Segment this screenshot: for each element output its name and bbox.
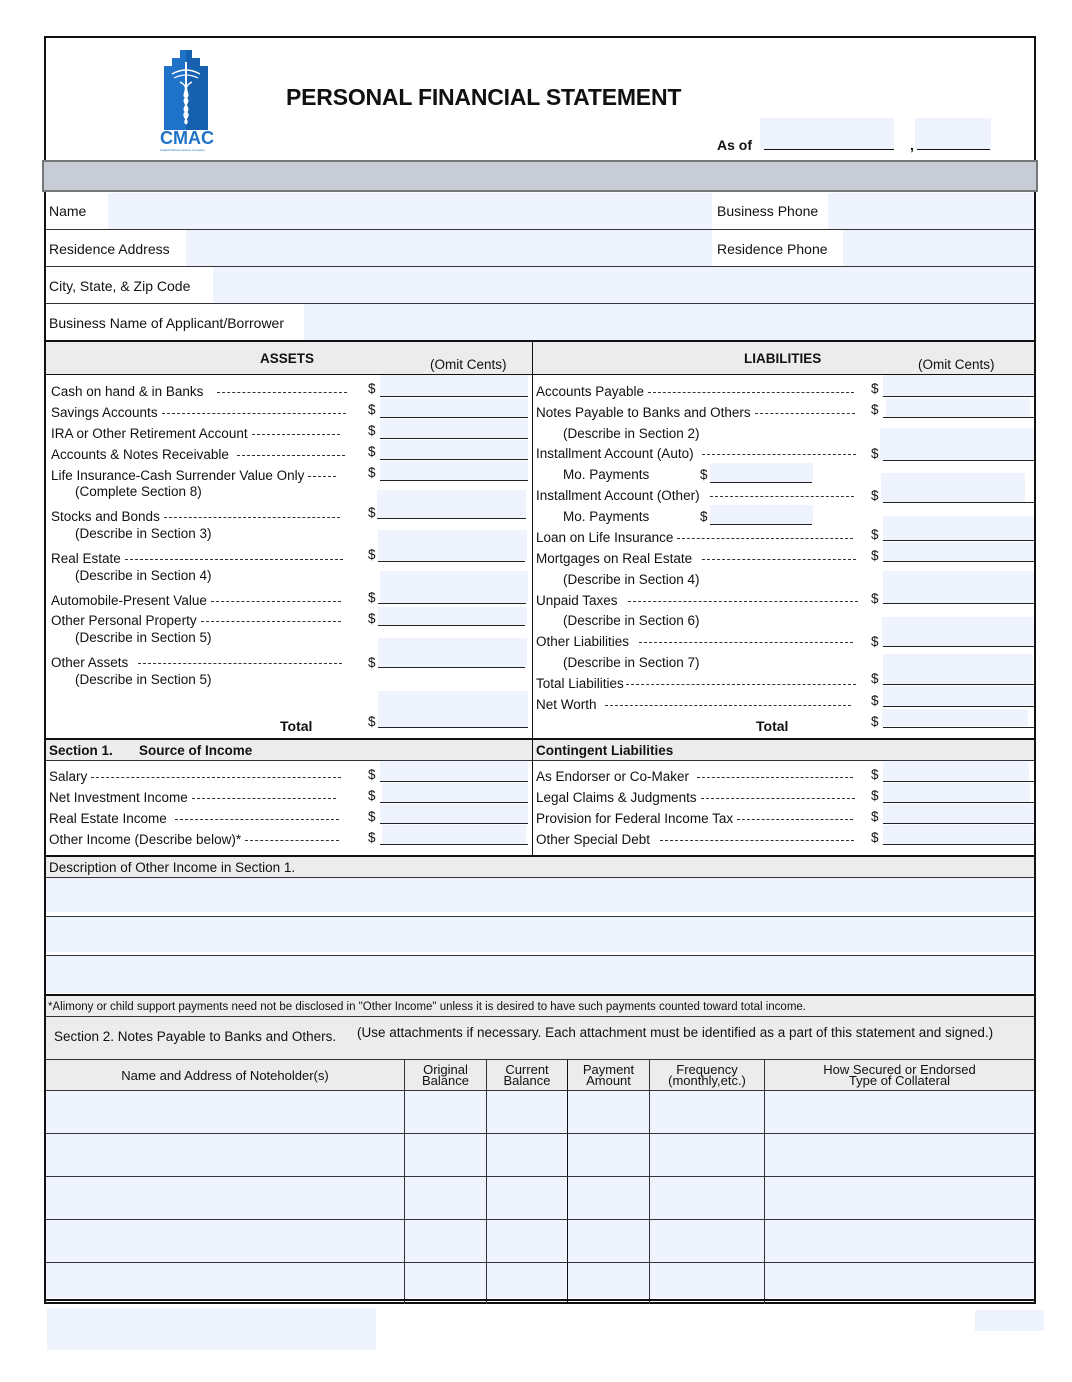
asset-label: Real Estate bbox=[51, 551, 121, 566]
residence-address-input[interactable] bbox=[186, 230, 712, 266]
page-title: PERSONAL FINANCIAL STATEMENT bbox=[286, 84, 682, 110]
amount-underline bbox=[883, 706, 1034, 707]
dollar-sign: $ bbox=[700, 467, 708, 482]
residence-phone-label: Residence Phone bbox=[717, 241, 828, 257]
liability-input-total-liabilities[interactable] bbox=[883, 654, 1033, 684]
payment-amount-cell[interactable] bbox=[568, 1091, 649, 1133]
dollar-sign: $ bbox=[871, 634, 879, 649]
liability-item bbox=[536, 593, 858, 608]
amount-underline bbox=[710, 524, 812, 525]
as-of-comma: , bbox=[910, 137, 914, 153]
frequency-cell[interactable] bbox=[650, 1091, 764, 1133]
liability-label: Net Worth bbox=[536, 697, 597, 712]
asset-input-savings[interactable] bbox=[380, 398, 528, 417]
dollar-sign: $ bbox=[871, 714, 879, 729]
dollar-sign: $ bbox=[368, 788, 376, 803]
alimony-footnote: *Alimony or child support payments need not be disclosed in "Other Income" unless it is desired to have such payments counted toward total income. bbox=[48, 1001, 806, 1013]
dollar-sign: $ bbox=[871, 381, 879, 396]
amount-underline bbox=[710, 482, 812, 483]
income-item bbox=[49, 832, 339, 847]
liability-input-installment-auto[interactable] bbox=[880, 428, 1034, 460]
asset-input-automobile[interactable] bbox=[380, 571, 528, 603]
income-label: Other Income (Describe below)* bbox=[49, 832, 242, 847]
name-label: Name bbox=[49, 203, 87, 219]
amount-underline bbox=[883, 781, 1034, 782]
liability-input-net-worth[interactable] bbox=[883, 686, 1034, 706]
dollar-sign: $ bbox=[871, 830, 879, 845]
income-item bbox=[49, 790, 336, 805]
liabilities-omit-cents: (Omit Cents) bbox=[918, 357, 995, 372]
liability-label: Accounts Payable bbox=[536, 384, 645, 399]
as-of-label: As of bbox=[717, 137, 752, 153]
current-balance-cell[interactable] bbox=[487, 1091, 567, 1133]
assets-heading: ASSETS bbox=[260, 351, 315, 366]
amount-underline bbox=[883, 844, 1034, 845]
original-balance-cell[interactable] bbox=[405, 1263, 486, 1298]
income-item bbox=[49, 811, 339, 826]
liability-item bbox=[536, 405, 855, 420]
net-investment-income-input[interactable] bbox=[382, 783, 528, 802]
asset-item bbox=[51, 447, 345, 462]
asset-input-cash[interactable] bbox=[380, 375, 528, 396]
liability-item bbox=[536, 697, 851, 712]
amount-underline bbox=[380, 417, 528, 418]
mo-payments-auto-input[interactable] bbox=[710, 463, 813, 482]
original-balance-cell[interactable] bbox=[405, 1220, 486, 1262]
mo-payments-label: Mo. Payments bbox=[563, 467, 650, 482]
footer-left-field[interactable] bbox=[47, 1308, 376, 1350]
liability-label: Total Liabilities bbox=[536, 676, 624, 691]
dollar-sign: $ bbox=[871, 693, 879, 708]
as-of-date-underline bbox=[764, 149, 894, 150]
liability-item bbox=[536, 551, 856, 566]
col-header-payment-amount: Payment Amount bbox=[582, 1062, 635, 1088]
amount-underline bbox=[378, 603, 526, 604]
logo-brand: CMAC bbox=[160, 128, 214, 148]
footer-right-field[interactable] bbox=[975, 1310, 1044, 1331]
asset-note: (Complete Section 8) bbox=[75, 484, 202, 499]
contingent-label: Provision for Federal Income Tax bbox=[536, 811, 734, 826]
amount-underline bbox=[883, 540, 1034, 541]
amount-underline bbox=[378, 561, 525, 562]
contingent-item bbox=[536, 790, 855, 805]
noteholder-cell[interactable] bbox=[46, 1220, 404, 1262]
dollar-sign: $ bbox=[871, 671, 879, 686]
frequency-cell[interactable] bbox=[650, 1177, 764, 1219]
column-divider bbox=[532, 740, 533, 856]
asset-input-receivables[interactable] bbox=[380, 440, 528, 459]
dollar-sign: $ bbox=[368, 590, 376, 605]
income-label: Real Estate Income bbox=[49, 811, 167, 826]
contingent-item bbox=[536, 769, 853, 784]
description-line-2[interactable] bbox=[46, 917, 1034, 952]
original-balance-cell[interactable] bbox=[405, 1134, 486, 1176]
contingent-label: Legal Claims & Judgments bbox=[536, 790, 697, 805]
amount-underline bbox=[378, 727, 528, 728]
amount-underline bbox=[883, 646, 1034, 647]
current-balance-cell[interactable] bbox=[487, 1263, 567, 1298]
liability-input-unpaid-taxes[interactable] bbox=[883, 571, 1034, 603]
dollar-sign: $ bbox=[368, 465, 376, 480]
dollar-sign: $ bbox=[871, 527, 879, 542]
current-balance-cell[interactable] bbox=[487, 1134, 567, 1176]
asset-item bbox=[51, 509, 340, 524]
amount-underline bbox=[883, 396, 1034, 397]
frequency-cell[interactable] bbox=[650, 1220, 764, 1262]
noteholder-cell[interactable] bbox=[46, 1134, 404, 1176]
liability-label: Mortgages on Real Estate bbox=[536, 551, 693, 566]
asset-item bbox=[51, 405, 346, 420]
contingent-item bbox=[536, 811, 853, 826]
asset-note: (Describe in Section 5) bbox=[75, 630, 212, 645]
income-label: Salary bbox=[49, 769, 88, 784]
liability-input-mortgages[interactable] bbox=[883, 542, 1034, 561]
dollar-sign: $ bbox=[368, 611, 376, 626]
business-phone-input[interactable] bbox=[828, 193, 1034, 229]
amount-underline bbox=[380, 396, 528, 397]
amount-underline bbox=[883, 727, 1034, 728]
other-special-debt-input[interactable] bbox=[883, 825, 1034, 844]
asset-label: Other Assets bbox=[51, 655, 129, 670]
asset-item bbox=[51, 655, 342, 670]
liabilities-heading: LIABILITIES bbox=[744, 351, 822, 366]
contingent-item bbox=[536, 832, 854, 847]
asset-label: IRA or Other Retirement Account bbox=[51, 426, 248, 441]
mo-payments-other-input[interactable] bbox=[710, 505, 813, 524]
liability-note: (Describe in Section 7) bbox=[563, 655, 700, 670]
dollar-sign: $ bbox=[871, 446, 879, 461]
amount-underline bbox=[883, 603, 1034, 604]
amount-underline bbox=[378, 625, 525, 626]
dollar-sign: $ bbox=[871, 591, 879, 606]
collateral-cell[interactable] bbox=[765, 1134, 1034, 1176]
amount-underline bbox=[883, 502, 1034, 503]
asset-label: Stocks and Bonds bbox=[51, 509, 160, 524]
description-line-1[interactable] bbox=[46, 878, 1034, 912]
amount-underline bbox=[883, 417, 1034, 418]
payment-amount-cell[interactable] bbox=[568, 1263, 649, 1298]
asset-label: Accounts & Notes Receivable bbox=[51, 447, 229, 462]
asset-item bbox=[51, 426, 340, 441]
asset-item bbox=[51, 551, 343, 566]
col-header-noteholder: Name and Address of Noteholder(s) bbox=[121, 1068, 329, 1083]
asset-label: Cash on hand & in Banks bbox=[51, 384, 204, 399]
amount-underline bbox=[883, 823, 1034, 824]
dollar-sign: $ bbox=[871, 488, 879, 503]
collateral-cell[interactable] bbox=[765, 1263, 1034, 1298]
liability-label: Notes Payable to Banks and Others bbox=[536, 405, 751, 420]
collateral-cell[interactable] bbox=[765, 1177, 1034, 1219]
other-income-input[interactable] bbox=[382, 825, 526, 844]
asset-item bbox=[51, 613, 341, 628]
liability-input-notes-payable[interactable] bbox=[886, 398, 1030, 417]
current-balance-cell[interactable] bbox=[487, 1220, 567, 1262]
dollar-sign: $ bbox=[700, 509, 708, 524]
as-of-date-field[interactable] bbox=[760, 118, 894, 150]
liability-label: Unpaid Taxes bbox=[536, 593, 618, 608]
liability-label: Installment Account (Auto) bbox=[536, 446, 694, 461]
liability-input-installment-other[interactable] bbox=[881, 473, 1025, 502]
section1-title: Source of Income bbox=[139, 743, 253, 758]
mo-payments-label: Mo. Payments bbox=[563, 509, 650, 524]
contingent-label: Other Special Debt bbox=[536, 832, 651, 847]
current-balance-cell[interactable] bbox=[487, 1177, 567, 1219]
liability-label: Other Liabilities bbox=[536, 634, 630, 649]
original-balance-cell[interactable] bbox=[405, 1091, 486, 1133]
dollar-sign: $ bbox=[871, 402, 879, 417]
dollar-sign: $ bbox=[368, 809, 376, 824]
as-of-year-field[interactable] bbox=[915, 118, 991, 150]
frequency-cell[interactable] bbox=[650, 1134, 764, 1176]
amount-underline bbox=[380, 823, 528, 824]
amount-underline bbox=[883, 460, 1034, 461]
asset-note: (Describe in Section 3) bbox=[75, 526, 212, 541]
dollar-sign: $ bbox=[368, 402, 376, 417]
asset-input-ira[interactable] bbox=[380, 419, 528, 438]
contingent-title: Contingent Liabilities bbox=[536, 743, 674, 758]
federal-tax-input[interactable] bbox=[883, 804, 1034, 823]
dollar-sign: $ bbox=[871, 809, 879, 824]
legal-claims-input[interactable] bbox=[883, 783, 1030, 802]
business-name-label: Business Name of Applicant/Borrower bbox=[49, 315, 284, 331]
asset-input-real-estate[interactable] bbox=[378, 530, 527, 561]
dollar-sign: $ bbox=[368, 444, 376, 459]
liability-item bbox=[536, 446, 856, 461]
section2-instructions: (Use attachments if necessary. Each attachment must be identified as a part of this statement and signed.) bbox=[357, 1025, 994, 1040]
asset-item bbox=[51, 468, 336, 483]
dollar-sign: $ bbox=[368, 767, 376, 782]
dollar-sign: $ bbox=[368, 714, 376, 729]
dollar-sign: $ bbox=[871, 788, 879, 803]
dollar-sign: $ bbox=[871, 767, 879, 782]
liability-item bbox=[536, 634, 853, 649]
liability-input-accounts-payable[interactable] bbox=[883, 375, 1034, 396]
amount-underline bbox=[380, 438, 528, 439]
income-label: Net Investment Income bbox=[49, 790, 188, 805]
endorser-input[interactable] bbox=[883, 761, 1029, 781]
asset-input-other-assets[interactable] bbox=[378, 638, 527, 667]
description-label: Description of Other Income in Section 1. bbox=[49, 860, 296, 875]
liabilities-total-label: Total bbox=[756, 718, 789, 734]
asset-item bbox=[51, 384, 347, 399]
dollar-sign: $ bbox=[368, 505, 376, 520]
column-divider bbox=[532, 342, 533, 740]
liability-note: (Describe in Section 2) bbox=[563, 426, 700, 441]
salary-input[interactable] bbox=[380, 761, 528, 781]
liability-input-other[interactable] bbox=[882, 617, 1034, 646]
business-phone-label: Business Phone bbox=[717, 203, 819, 219]
dollar-sign: $ bbox=[871, 548, 879, 563]
noteholder-cell[interactable] bbox=[46, 1177, 404, 1219]
description-line-3[interactable] bbox=[46, 956, 1034, 993]
original-balance-cell[interactable] bbox=[405, 1177, 486, 1219]
section1-number: Section 1. bbox=[49, 743, 113, 758]
noteholder-cell[interactable] bbox=[46, 1091, 404, 1133]
amount-underline bbox=[380, 781, 528, 782]
liability-item bbox=[536, 530, 853, 545]
asset-item bbox=[51, 593, 341, 608]
assets-total-input[interactable] bbox=[378, 691, 528, 727]
income-item bbox=[49, 769, 341, 784]
asset-label: Life Insurance-Cash Surrender Value Only bbox=[51, 468, 305, 483]
liability-input-life-loan[interactable] bbox=[883, 516, 1034, 540]
amount-underline bbox=[883, 802, 1034, 803]
as-of-year-underline bbox=[917, 149, 990, 150]
residence-address-label: Residence Address bbox=[49, 241, 170, 257]
asset-input-life-insurance[interactable] bbox=[380, 461, 528, 480]
dollar-sign: $ bbox=[368, 381, 376, 396]
city-state-zip-label: City, State, & Zip Code bbox=[49, 278, 191, 294]
divider bbox=[44, 1299, 1036, 1301]
assets-liabilities-header bbox=[46, 342, 1034, 374]
col-header-original-balance: Original Balance bbox=[422, 1062, 469, 1088]
assets-total-label: Total bbox=[280, 718, 313, 734]
liability-item bbox=[536, 488, 854, 503]
dollar-sign: $ bbox=[368, 423, 376, 438]
dollar-sign: $ bbox=[368, 655, 376, 670]
col-header-frequency: Frequency (monthly,etc.) bbox=[668, 1062, 746, 1088]
liability-label: Installment Account (Other) bbox=[536, 488, 700, 503]
amount-underline bbox=[883, 561, 1034, 562]
amount-underline bbox=[380, 802, 528, 803]
section2-title: Section 2. Notes Payable to Banks and Others. bbox=[54, 1029, 337, 1044]
dollar-sign: $ bbox=[368, 547, 376, 562]
asset-note: (Describe in Section 5) bbox=[75, 672, 212, 687]
collateral-cell[interactable] bbox=[765, 1220, 1034, 1262]
amount-underline bbox=[380, 844, 528, 845]
section-band bbox=[42, 160, 1038, 192]
logo-tagline: Capital Markets Access Company bbox=[160, 148, 205, 152]
city-state-zip-input[interactable] bbox=[213, 267, 1034, 303]
amount-underline bbox=[377, 518, 526, 519]
amount-underline bbox=[380, 459, 528, 460]
dollar-sign: $ bbox=[368, 830, 376, 845]
payment-amount-cell[interactable] bbox=[568, 1220, 649, 1262]
liability-note: (Describe in Section 4) bbox=[563, 572, 700, 587]
asset-label: Other Personal Property bbox=[51, 613, 197, 628]
payment-amount-cell[interactable] bbox=[568, 1177, 649, 1219]
name-input[interactable] bbox=[108, 193, 712, 229]
liability-note: (Describe in Section 6) bbox=[563, 613, 700, 628]
frequency-cell[interactable] bbox=[650, 1263, 764, 1298]
asset-note: (Describe in Section 4) bbox=[75, 568, 212, 583]
assets-omit-cents: (Omit Cents) bbox=[430, 357, 507, 372]
col-header-current-balance: Current Balance bbox=[503, 1062, 551, 1088]
asset-label: Automobile-Present Value bbox=[51, 593, 207, 608]
amount-underline bbox=[883, 684, 1034, 685]
asset-input-stocks[interactable] bbox=[377, 490, 526, 518]
liability-label: Loan on Life Insurance bbox=[536, 530, 674, 545]
liabilities-total-input[interactable] bbox=[882, 709, 1028, 726]
asset-label: Savings Accounts bbox=[51, 405, 158, 420]
col-header-collateral: How Secured or Endorsed Type of Collateral bbox=[823, 1062, 976, 1088]
contingent-label: As Endorser or Co-Maker bbox=[536, 769, 690, 784]
business-name-input[interactable] bbox=[304, 304, 1034, 340]
amount-underline bbox=[378, 667, 525, 668]
amount-underline bbox=[380, 480, 528, 481]
real-estate-income-input[interactable] bbox=[380, 804, 528, 823]
residence-phone-input[interactable] bbox=[843, 230, 1034, 266]
liability-item bbox=[536, 676, 856, 691]
payment-amount-cell[interactable] bbox=[568, 1134, 649, 1176]
liability-item bbox=[536, 384, 854, 399]
asset-input-personal-property[interactable] bbox=[378, 607, 527, 625]
noteholder-cell[interactable] bbox=[46, 1263, 404, 1298]
collateral-cell[interactable] bbox=[765, 1091, 1034, 1133]
